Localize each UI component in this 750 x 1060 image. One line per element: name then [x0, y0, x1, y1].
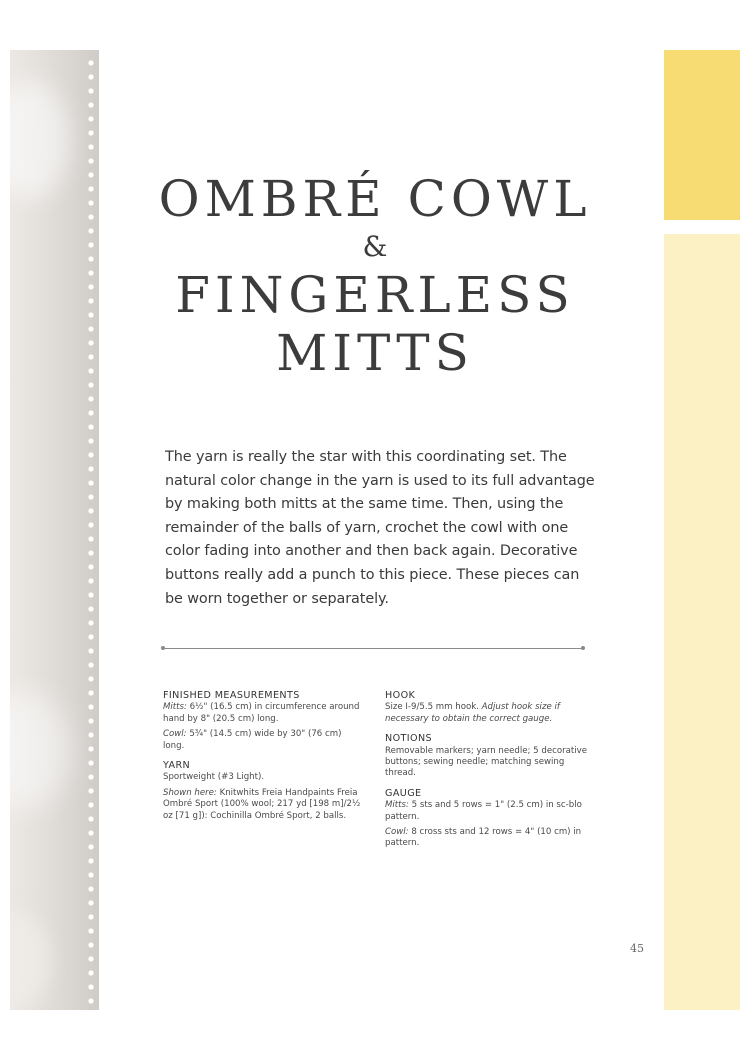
materials-column-right — [385, 690, 590, 858]
cowl-measurement: Cowl: 5¾" (14.5 cm) wide by 30" (76 cm) long. — [163, 729, 342, 751]
mitts-gauge: Mitts: 5 sts and 5 rows = 1" (2.5 cm) in sc-blo pattern. — [385, 800, 582, 822]
notions-heading: NOTIONS — [385, 733, 433, 745]
yarn-weight: Sportweight (#3 Light). — [163, 772, 265, 783]
title-line-2: FINGERLESS — [175, 266, 575, 324]
title-ampersand: & — [362, 230, 388, 263]
accent-block-pale-yellow — [664, 234, 740, 1010]
gauge-section — [385, 788, 590, 850]
hook-size: Size I-9/5.5 mm hook. Adjust hook size if necessary to obtain the correct gauge. — [385, 702, 560, 724]
notions-section — [385, 733, 590, 780]
yarn-heading: YARN — [163, 760, 191, 772]
title-line-3: MITTS — [276, 324, 474, 382]
mitts-measurement: Mitts: 6½" (16.5 cm) in circumference around hand by 8" (20.5 cm) long. — [163, 702, 360, 724]
dot-border — [88, 56, 94, 1006]
title-line-1: OMBRÉ COWL — [158, 170, 592, 228]
page-number: 45 — [630, 942, 644, 955]
finished-measurements-heading: FINISHED MEASUREMENTS — [163, 690, 300, 701]
page-title — [140, 170, 610, 382]
hook-heading: HOOK — [385, 690, 416, 701]
photo-strip — [10, 50, 99, 1010]
hook-section — [385, 690, 590, 725]
finished-measurements-section — [163, 690, 363, 752]
accent-block-yellow — [664, 50, 740, 220]
materials-column-left — [163, 690, 363, 830]
divider-rule — [163, 648, 583, 649]
yarn-section — [163, 760, 363, 822]
yarn-shown-here: Shown here: Knitwhits Freia Handpaints Freia Ombré Sport (100% wool; 217 yd [198 m]/2½ oz [71 g]): Cochinilla Ombré Sport, 2 balls. — [163, 787, 361, 821]
cowl-gauge: Cowl: 8 cross sts and 12 rows = 4" (10 cm) in pattern. — [385, 827, 582, 849]
notions-text: Removable markers; yarn needle; 5 decorative buttons; sewing needle; matching sewing thread. — [385, 745, 588, 779]
intro-paragraph: The yarn is really the star with this coordinating set. The natural color change in the yarn is used to its full advantage by making both mitts at the same time. Then, using the remainder of the balls of yarn, crochet the cowl with one color fading into another and then back again. Decorative buttons really add a punch to this piece. These pieces can be worn together or separately. — [165, 449, 595, 607]
gauge-heading: GAUGE — [385, 787, 422, 799]
